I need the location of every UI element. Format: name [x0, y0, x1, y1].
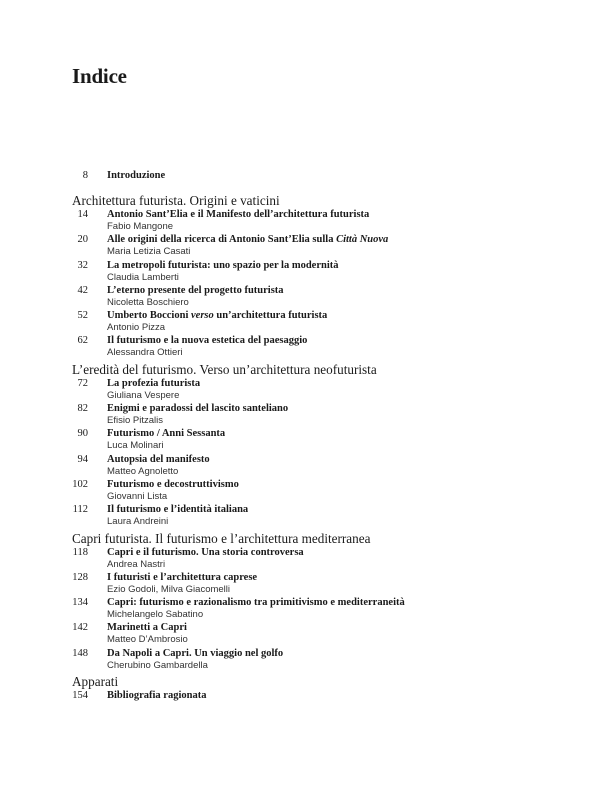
entry-author: Cherubino Gambardella	[107, 659, 208, 671]
page-number: 20	[77, 234, 88, 246]
toc-entry[interactable]	[0, 209, 600, 234]
toc-entry[interactable]	[0, 260, 600, 285]
entry-title: L’eterno presente del progetto futurista	[107, 284, 284, 296]
page-number: 112	[72, 504, 88, 516]
entry-author: Laura Andreini	[107, 516, 169, 528]
entry-author: Antonio Pizza	[107, 322, 166, 334]
page-number: 72	[77, 377, 88, 389]
entry-author: Maria Letizia Casati	[107, 246, 191, 258]
toc-section-eredita-futurismo	[0, 361, 600, 530]
toc-entry[interactable]	[0, 504, 600, 529]
toc-entry[interactable]	[0, 310, 600, 335]
toc-entry[interactable]	[0, 479, 600, 504]
entry-author: Claudia Lamberti	[107, 271, 179, 283]
page-number: 94	[77, 453, 88, 465]
page-number: 128	[72, 571, 88, 583]
toc-entry[interactable]	[0, 428, 600, 453]
page-number: 62	[77, 335, 88, 347]
toc-entry[interactable]	[0, 378, 600, 403]
entry-author: Nicoletta Boschiero	[107, 296, 189, 308]
entry-title-italic: verso	[191, 310, 214, 322]
page-number: 52	[77, 310, 88, 322]
entry-author: Fabio Mangone	[107, 221, 174, 232]
entry-author: Efisio Pitzalis	[107, 415, 163, 427]
page-number: 154	[72, 690, 88, 702]
toc-entry[interactable]	[0, 622, 600, 647]
section-title: Apparati	[72, 674, 119, 690]
entry-title: La profezia futurista	[107, 377, 201, 389]
toc-entry[interactable]	[0, 335, 600, 360]
table-of-contents	[0, 170, 600, 715]
entry-title: Futurismo / Anni Sessanta	[107, 428, 226, 440]
entry-title: Autopsia del manifesto	[107, 453, 210, 465]
section-title: Capri futurista. Il futurismo e l’architettura mediterranea	[72, 530, 371, 546]
toc-entry[interactable]	[0, 454, 600, 479]
page-number: 32	[77, 259, 88, 271]
entry-title: Da Napoli a Capri. Un viaggio nel golfo	[107, 647, 284, 659]
toc-section-architettura-futurista	[0, 192, 600, 361]
entry-title-text: Umberto Boccioni	[107, 310, 191, 322]
page-number: 8	[82, 170, 88, 181]
entry-title	[107, 310, 327, 322]
toc-entry[interactable]	[0, 572, 600, 597]
toc-entry[interactable]	[0, 648, 600, 673]
entry-title-italic: Città Nuova	[336, 234, 389, 246]
entry-author: Luca Molinari	[107, 440, 164, 452]
entry-title: Capri: futurismo e razionalismo tra primitivismo e mediterraneità	[107, 597, 405, 609]
entry-title: Il futurismo e la nuova estetica del paesaggio	[107, 335, 308, 347]
toc-entry[interactable]	[0, 547, 600, 572]
entry-author: Matteo D’Ambrosio	[107, 634, 188, 646]
entry-title: Futurismo e decostruttivismo	[107, 478, 239, 490]
toc-entry[interactable]	[0, 234, 600, 259]
page-number: 134	[72, 597, 88, 609]
entry-title: Il futurismo e l’identità italiana	[107, 504, 249, 516]
page-number: 82	[77, 403, 88, 415]
entry-title: Bibliografia ragionata	[107, 690, 207, 702]
toc-section-apparati	[0, 673, 600, 715]
section-title: L’eredità del futurismo. Verso un’architettura neofuturista	[72, 361, 377, 377]
toc-section-capri-futurista	[0, 530, 600, 673]
entry-title: Capri e il futurismo. Una storia controversa	[107, 546, 304, 558]
page-number: 102	[72, 478, 88, 490]
page-number: 142	[72, 622, 88, 634]
toc-entry[interactable]	[0, 690, 600, 715]
entry-author: Giovanni Lista	[107, 490, 168, 502]
entry-author: Giuliana Vespere	[107, 389, 180, 401]
page-number: 118	[72, 546, 88, 558]
page-number: 14	[77, 209, 88, 220]
entry-author: Andrea Nastri	[107, 558, 166, 570]
entry-author: Alessandra Ottieri	[107, 347, 183, 359]
toc-entry[interactable]	[0, 403, 600, 428]
entry-title	[107, 234, 388, 246]
toc-entry-introduction[interactable]	[0, 170, 600, 192]
entry-title: Antonio Sant’Elia e il Manifesto dell’architettura futurista	[107, 209, 370, 220]
entry-author: Michelangelo Sabatino	[107, 609, 204, 621]
toc-entry[interactable]	[0, 597, 600, 622]
toc-entry[interactable]	[0, 285, 600, 310]
section-title: Architettura futurista. Origini e vaticini	[72, 193, 280, 208]
page-number: 148	[72, 647, 88, 659]
entry-title-text: Alle origini della ricerca di Antonio Sant’Elia sulla	[107, 234, 337, 246]
entry-title: I futuristi e l’architettura caprese	[107, 571, 258, 583]
entry-title-text: un’architettura futurista	[213, 310, 328, 322]
entry-author: Ezio Godoli, Milva Giacomelli	[107, 583, 231, 595]
entry-title: Enigmi e paradossi del lascito santeliano	[107, 403, 289, 415]
entry-title: Introduzione	[107, 170, 166, 181]
entry-title: Marinetti a Capri	[107, 622, 187, 634]
page-number: 90	[77, 428, 88, 440]
page-number: 42	[77, 284, 88, 296]
entry-author: Matteo Agnoletto	[107, 465, 179, 477]
page-title: Indice	[72, 64, 127, 89]
entry-title: La metropoli futurista: uno spazio per la modernità	[107, 259, 339, 271]
